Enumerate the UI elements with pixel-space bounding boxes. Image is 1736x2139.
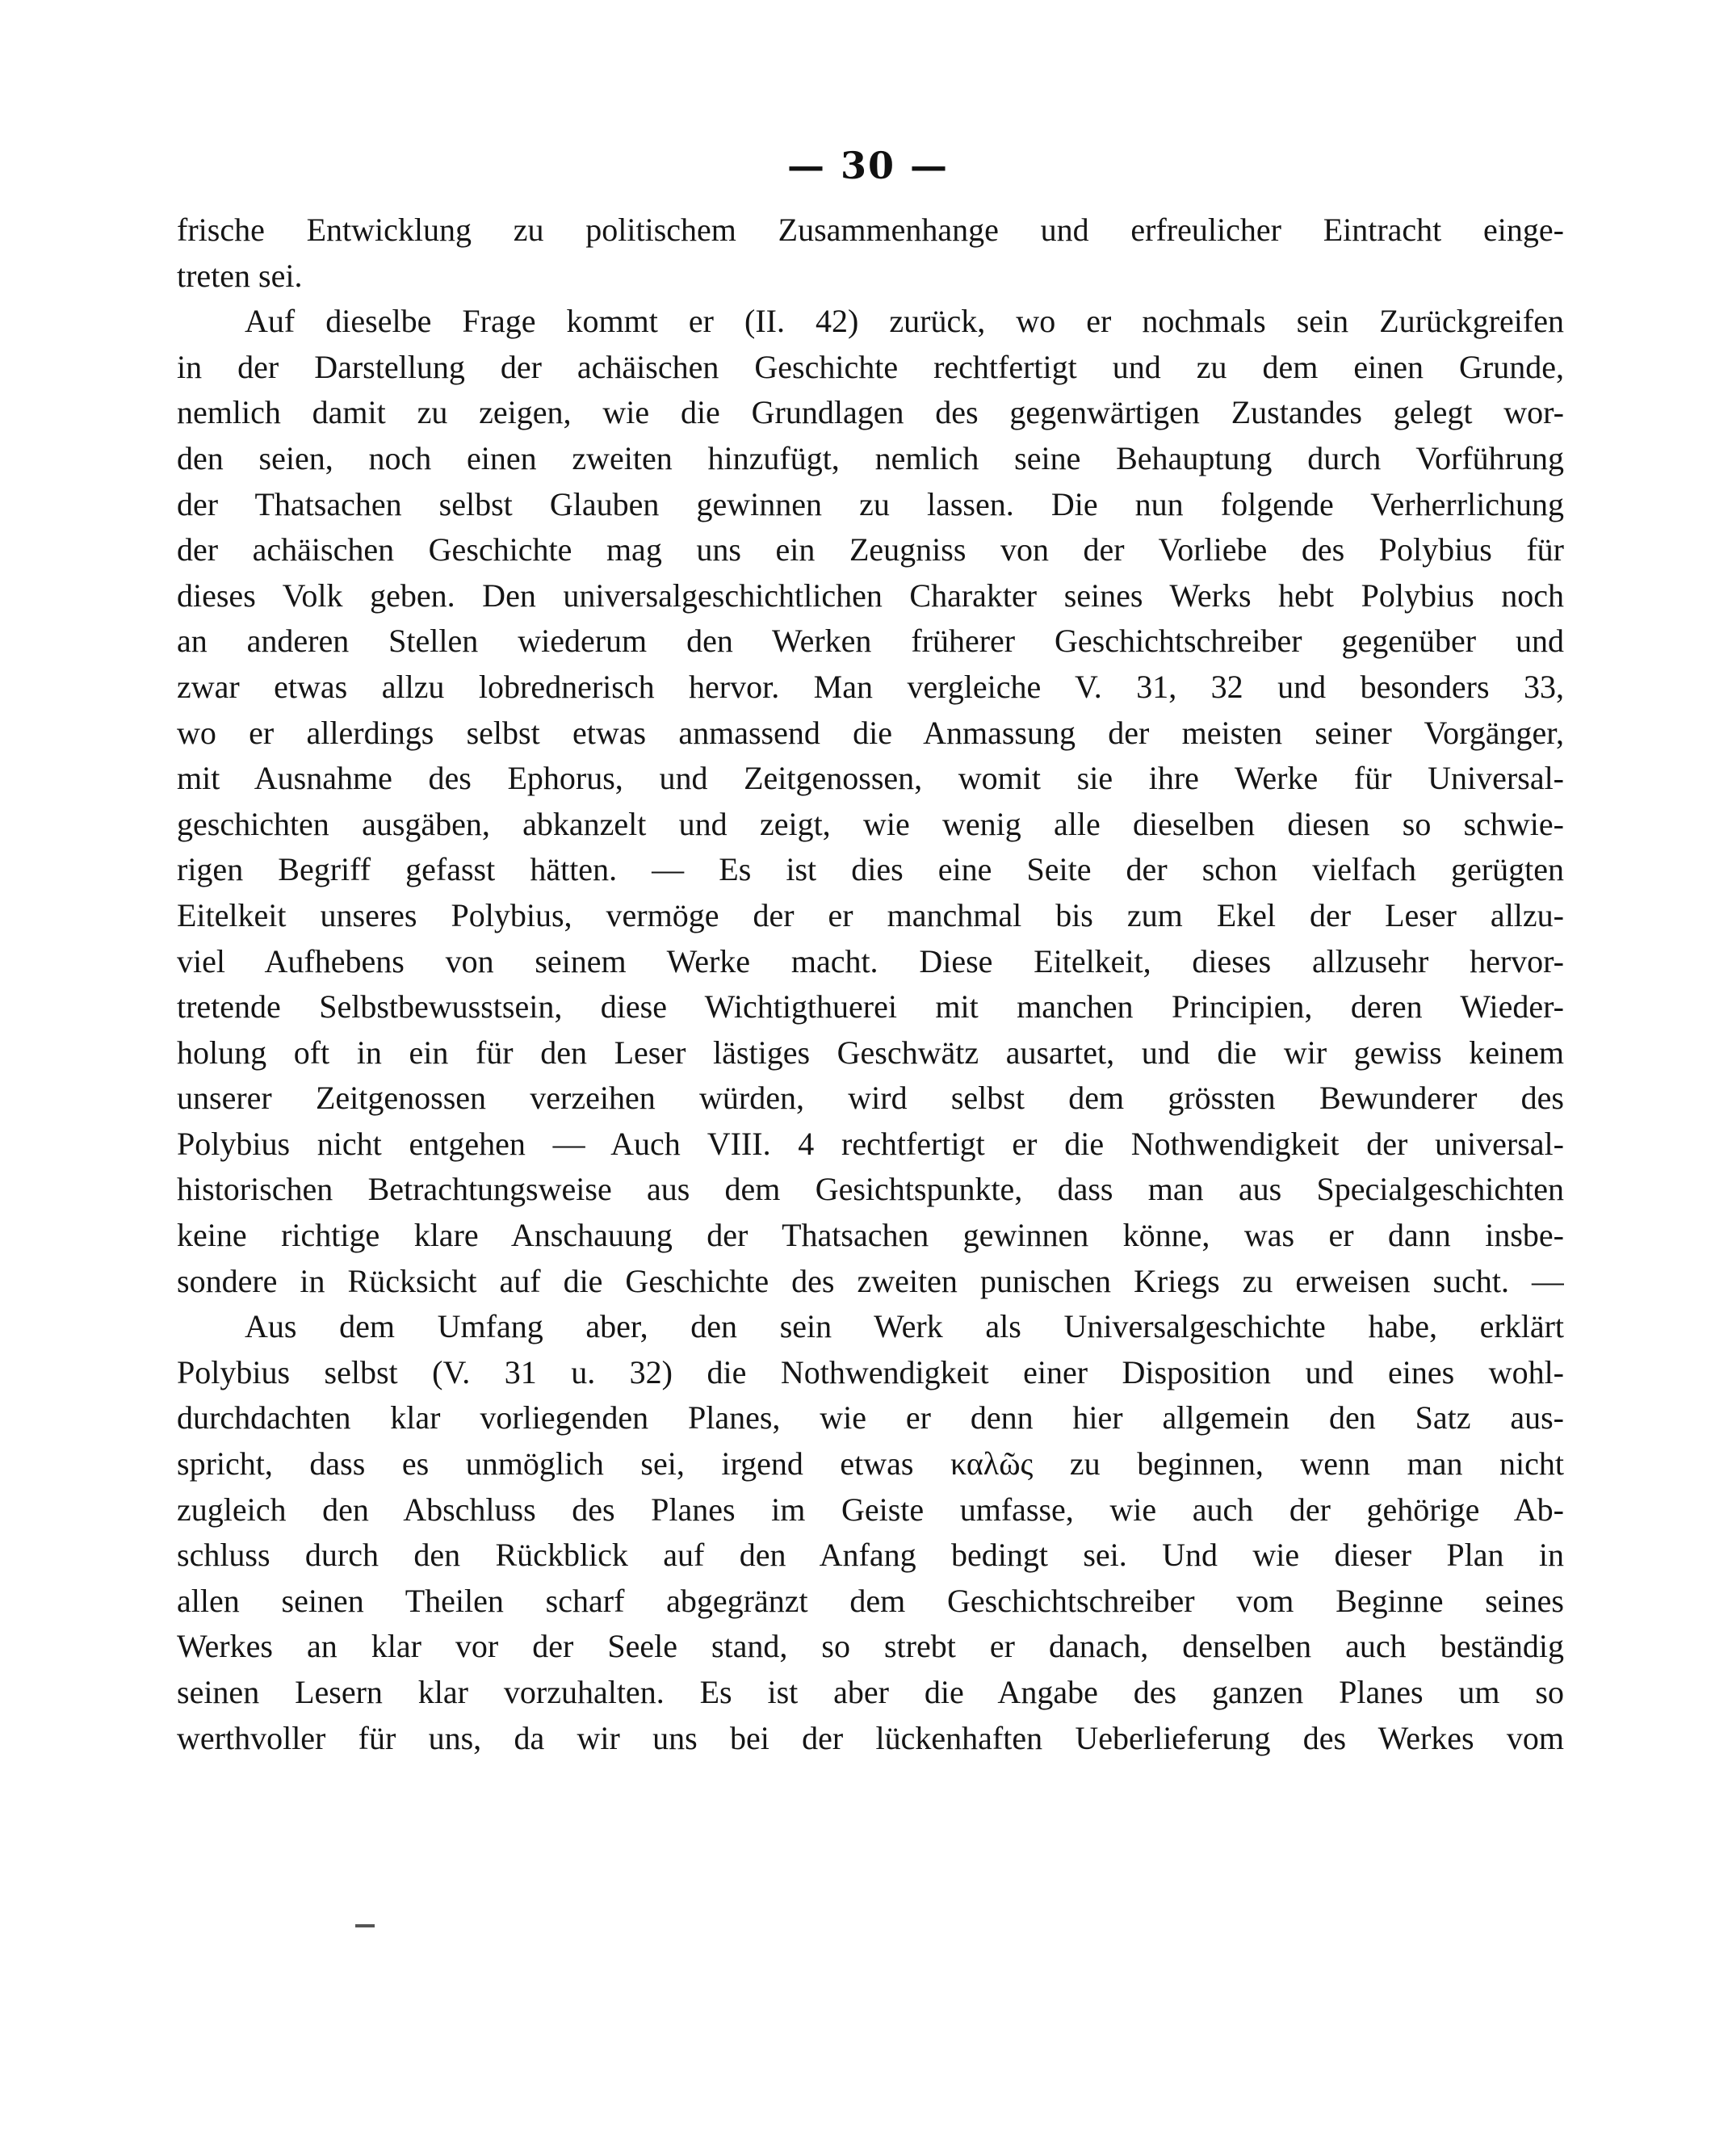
- text-line: viel Aufhebens von seinem Werke macht. Diese Eitelkeit, dieses allzusehr hervor-: [177, 942, 1564, 979]
- text-line: wo er allerdings selbst etwas anmassend die Anmassung der meisten seiner Vorgänger,: [177, 714, 1564, 751]
- text-line: keine richtige klare Anschauung der Thatsachen gewinnen könne, was er dann insbe-: [177, 1217, 1564, 1254]
- text-line: durchdachten klar vorliegenden Planes, wie er denn hier allgemein den Satz aus-: [177, 1399, 1564, 1436]
- text-line: frische Entwicklung zu politischem Zusammenhange und erfreulicher Eintracht einge-: [177, 212, 1564, 248]
- text-line: seinen Lesern klar vorzuhalten. Es ist aber die Angabe des ganzen Planes um so: [177, 1674, 1564, 1710]
- body-text: [177, 208, 1564, 1761]
- text-line: Eitelkeit unseres Polybius, vermöge der er manchmal bis zum Ekel der Leser allzu-: [177, 896, 1564, 933]
- text-line: dieses Volk geben. Den universalgeschichtlichen Charakter seines Werks hebt Polybius noch: [177, 577, 1564, 614]
- text-line: schluss durch den Rückblick auf den Anfang bedingt sei. Und wie dieser Plan in: [177, 1537, 1564, 1574]
- text-line: zugleich den Abschluss des Planes im Geiste umfasse, wie auch der gehörige Ab-: [177, 1491, 1564, 1528]
- text-line: rigen Begriff gefasst hätten. — Es ist dies eine Seite der schon vielfach gerügten: [177, 851, 1564, 888]
- text-line: mit Ausnahme des Ephorus, und Zeitgenossen, womit sie ihre Werke für Universal-: [177, 760, 1564, 797]
- text-line: werthvoller für uns, da wir uns bei der lückenhaften Ueberlieferung des Werkes vom: [177, 1719, 1564, 1756]
- text-line: allen seinen Theilen scharf abgegränzt dem Geschichtschreiber vom Beginne seines: [177, 1582, 1564, 1619]
- text-line: Auf dieselbe Frage kommt er (II. 42) zurück, wo er nochmals sein Zurückgreifen: [245, 303, 1564, 340]
- text-line: Aus dem Umfang aber, den sein Werk als Universalgeschichte habe, erklärt: [245, 1308, 1564, 1345]
- text-line: nemlich damit zu zeigen, wie die Grundlagen des gegenwärtigen Zustandes gelegt wor-: [177, 394, 1564, 431]
- text-line: an anderen Stellen wiederum den Werken früherer Geschichtschreiber gegenüber und: [177, 623, 1564, 660]
- text-line: tretende Selbstbewusstsein, diese Wichtigthuerei mit manchen Principien, deren Wieder-: [177, 988, 1564, 1025]
- text-line: zwar etwas allzu lobrednerisch hervor. Man vergleiche V. 31, 32 und besonders 33,: [177, 668, 1564, 705]
- text-line: geschichten ausgäben, abkanzelt und zeigt, wie wenig alle dieselben diesen so schwie-: [177, 805, 1564, 842]
- text-line: spricht, dass es unmöglich sei, irgend etwas καλῶς zu beginnen, wenn man nicht: [177, 1445, 1564, 1483]
- text-line: der achäischen Geschichte mag uns ein Zeugniss von der Vorliebe des Polybius für: [177, 531, 1564, 568]
- text-line: historischen Betrachtungsweise aus dem Gesichtspunkte, dass man aus Specialgeschichten: [177, 1171, 1564, 1208]
- text-line: sondere in Rücksicht auf die Geschichte des zweiten punischen Kriegs zu erweisen sucht. —: [177, 1262, 1564, 1299]
- text-line: Polybius nicht entgehen — Auch VIII. 4 rechtfertigt er die Nothwendigkeit der universal-: [177, 1125, 1564, 1162]
- printer-mark: [355, 1924, 375, 1927]
- page-number-header: — 30 —: [786, 144, 950, 187]
- text-line: Werkes an klar vor der Seele stand, so strebt er danach, denselben auch beständig: [177, 1628, 1564, 1665]
- text-line: in der Darstellung der achäischen Geschichte rechtfertigt und zu dem einen Grunde,: [177, 348, 1564, 385]
- text-line: den seien, noch einen zweiten hinzufügt, nemlich seine Behauptung durch Vorführung: [177, 439, 1564, 476]
- text-line: unserer Zeitgenossen verzeihen würden, wird selbst dem grössten Bewunderer des: [177, 1080, 1564, 1117]
- text-line: Polybius selbst (V. 31 u. 32) die Nothwendigkeit einer Disposition und eines wohl-: [177, 1353, 1564, 1390]
- text-line: holung oft in ein für den Leser lästiges Geschwätz ausartet, und die wir gewiss keinem: [177, 1034, 1564, 1071]
- text-line: der Thatsachen selbst Glauben gewinnen zu lassen. Die nun folgende Verherrlichung: [177, 485, 1564, 522]
- text-line: treten sei.: [177, 257, 303, 294]
